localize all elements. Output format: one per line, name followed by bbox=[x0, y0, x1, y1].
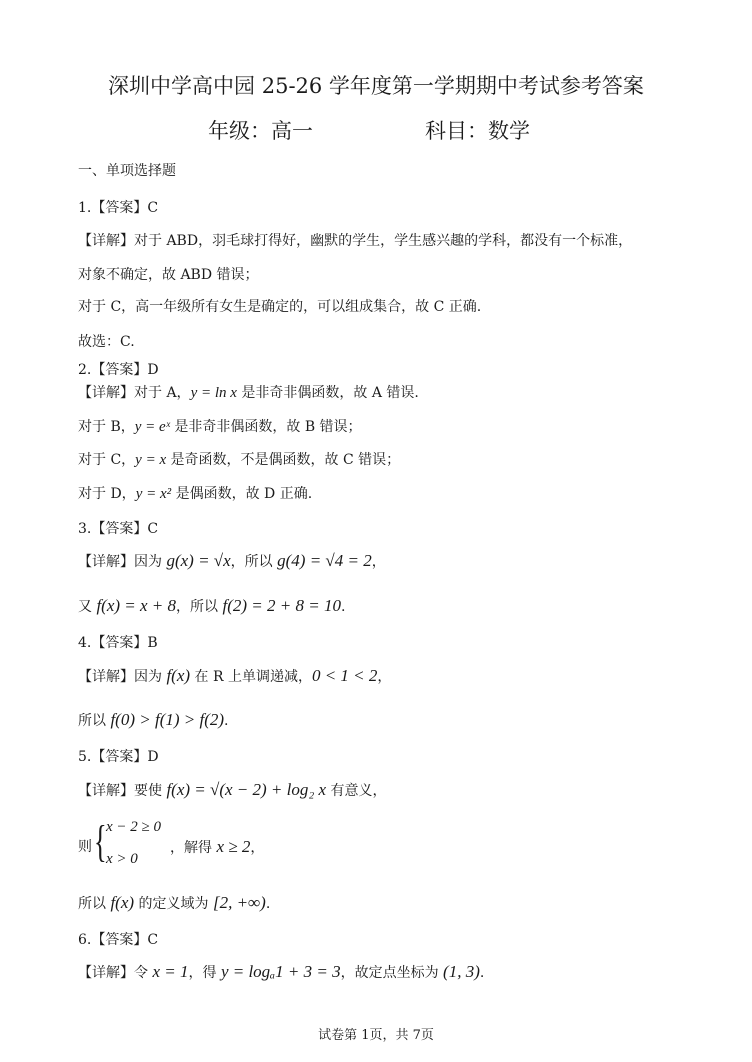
text-run: 是非奇非偶函数，故 B 错误； bbox=[169, 419, 362, 435]
inequality-row: x − 2 ≥ 0 bbox=[106, 819, 162, 835]
text-run: 有意义， bbox=[326, 783, 387, 799]
text-run: 又 bbox=[78, 599, 97, 615]
formula: g(x) = √x bbox=[166, 551, 231, 570]
text-run: 是非奇非偶函数，故 A 错误. bbox=[236, 385, 419, 401]
text-run: 【详解】对于 A， bbox=[78, 385, 191, 401]
text-run: 是奇函数，不是偶函数，故 C 错误； bbox=[166, 452, 401, 468]
q6-answer: 6.【答案】C bbox=[78, 932, 159, 948]
q1-detail-line: 对象不确定，故 ABD 错误； bbox=[78, 267, 259, 283]
formula: y = x bbox=[135, 452, 167, 468]
section-heading: 一、单项选择题 bbox=[78, 163, 176, 179]
text-run: ， bbox=[377, 669, 392, 685]
formula: x = 1 bbox=[152, 962, 189, 981]
text-run: . bbox=[265, 896, 271, 912]
formula: y = logₐ1 + 3 = 3 bbox=[220, 962, 341, 981]
q2-detail-line bbox=[78, 418, 362, 436]
text-run: 的定义域为 bbox=[134, 896, 213, 912]
text-run: 【详解】因为 bbox=[78, 669, 167, 685]
formula: f(x) = x + 8 bbox=[96, 596, 177, 615]
text-run: 【详解】因为 bbox=[78, 554, 167, 570]
text-run: 是偶函数，故 D 正确. bbox=[171, 486, 313, 502]
text-run: ，所以 bbox=[176, 599, 223, 615]
formula: g(4) = √4 = 2 bbox=[277, 551, 372, 570]
q5-detail-line bbox=[78, 781, 387, 800]
text-run: ， bbox=[371, 554, 386, 570]
q1-detail-line: 故选：C. bbox=[78, 334, 135, 350]
q3-answer: 3.【答案】C bbox=[78, 521, 159, 537]
text-run: 所以 bbox=[78, 713, 111, 729]
text-run: ，故定点坐标为 bbox=[340, 965, 444, 981]
q2-detail-line bbox=[78, 485, 312, 503]
q4-detail-line bbox=[78, 667, 391, 686]
text-run: 【详解】要使 bbox=[78, 783, 167, 799]
inequality-row: x > 0 bbox=[106, 851, 138, 867]
formula: (1, 3) bbox=[443, 962, 480, 981]
text-run: 在 R 上单调递减， bbox=[190, 669, 312, 685]
formula: f(x) = √(x − 2) + log₂ x bbox=[166, 780, 327, 799]
q5-detail-line bbox=[78, 894, 270, 913]
q1-detail-line: 【详解】对于 ABD，羽毛球打得好，幽默的学生，学生感兴趣的学科，都没有一个标准， bbox=[78, 233, 633, 249]
formula: y = eˣ bbox=[134, 419, 170, 435]
formula: y = ln x bbox=[190, 385, 237, 401]
text-run: ，所以 bbox=[230, 554, 278, 570]
q2-answer: 2.【答案】D bbox=[78, 362, 159, 378]
q2-detail-line bbox=[78, 451, 400, 469]
text-run: ，解得 bbox=[170, 840, 217, 856]
formula: y = x² bbox=[135, 486, 172, 502]
grade-label: 年级：高一 bbox=[208, 119, 313, 143]
formula: [2, +∞) bbox=[212, 893, 266, 912]
formula: x ≥ 2 bbox=[216, 837, 251, 856]
formula: f(2) = 2 + 8 = 10 bbox=[222, 596, 341, 615]
q5-answer: 5.【答案】D bbox=[78, 749, 159, 765]
text-run: 所以 bbox=[78, 896, 111, 912]
left-brace-glyph: { bbox=[94, 817, 107, 866]
text-run: . bbox=[479, 965, 485, 981]
q5-then-label: 则 bbox=[78, 839, 92, 855]
q1-answer: 1.【答案】C bbox=[78, 200, 159, 216]
text-run: 对于 B， bbox=[78, 419, 135, 435]
q5-detail-line bbox=[170, 838, 264, 857]
q4-detail-line bbox=[78, 711, 229, 730]
text-run: 对于 C， bbox=[78, 452, 136, 468]
q3-detail-line bbox=[78, 597, 345, 616]
subject-label: 科目：数学 bbox=[425, 119, 530, 143]
text-run: 【详解】令 bbox=[78, 965, 153, 981]
q3-detail-line bbox=[78, 552, 386, 571]
formula: f(x) bbox=[166, 666, 191, 685]
text-run: ， bbox=[250, 840, 265, 856]
text-run: . bbox=[340, 599, 346, 615]
q1-detail-line: 对于 C，高一年级所有女生是确定的，可以组成集合，故 C 正确. bbox=[78, 299, 482, 315]
formula: f(0) > f(1) > f(2) bbox=[110, 710, 225, 729]
formula: f(x) bbox=[110, 893, 135, 912]
q4-answer: 4.【答案】B bbox=[78, 635, 158, 651]
formula: 0 < 1 < 2 bbox=[311, 666, 378, 685]
page-footer: 试卷第 1页，共 7页 bbox=[318, 1028, 434, 1043]
text-run: ，得 bbox=[188, 965, 221, 981]
text-run: 对于 D， bbox=[78, 486, 136, 502]
q6-detail-line bbox=[78, 963, 484, 982]
text-run: . bbox=[224, 713, 229, 729]
document-title: 深圳中学高中园 25-26 学年度第一学期期中考试参考答案 bbox=[108, 74, 644, 98]
q2-detail-line bbox=[78, 384, 419, 402]
